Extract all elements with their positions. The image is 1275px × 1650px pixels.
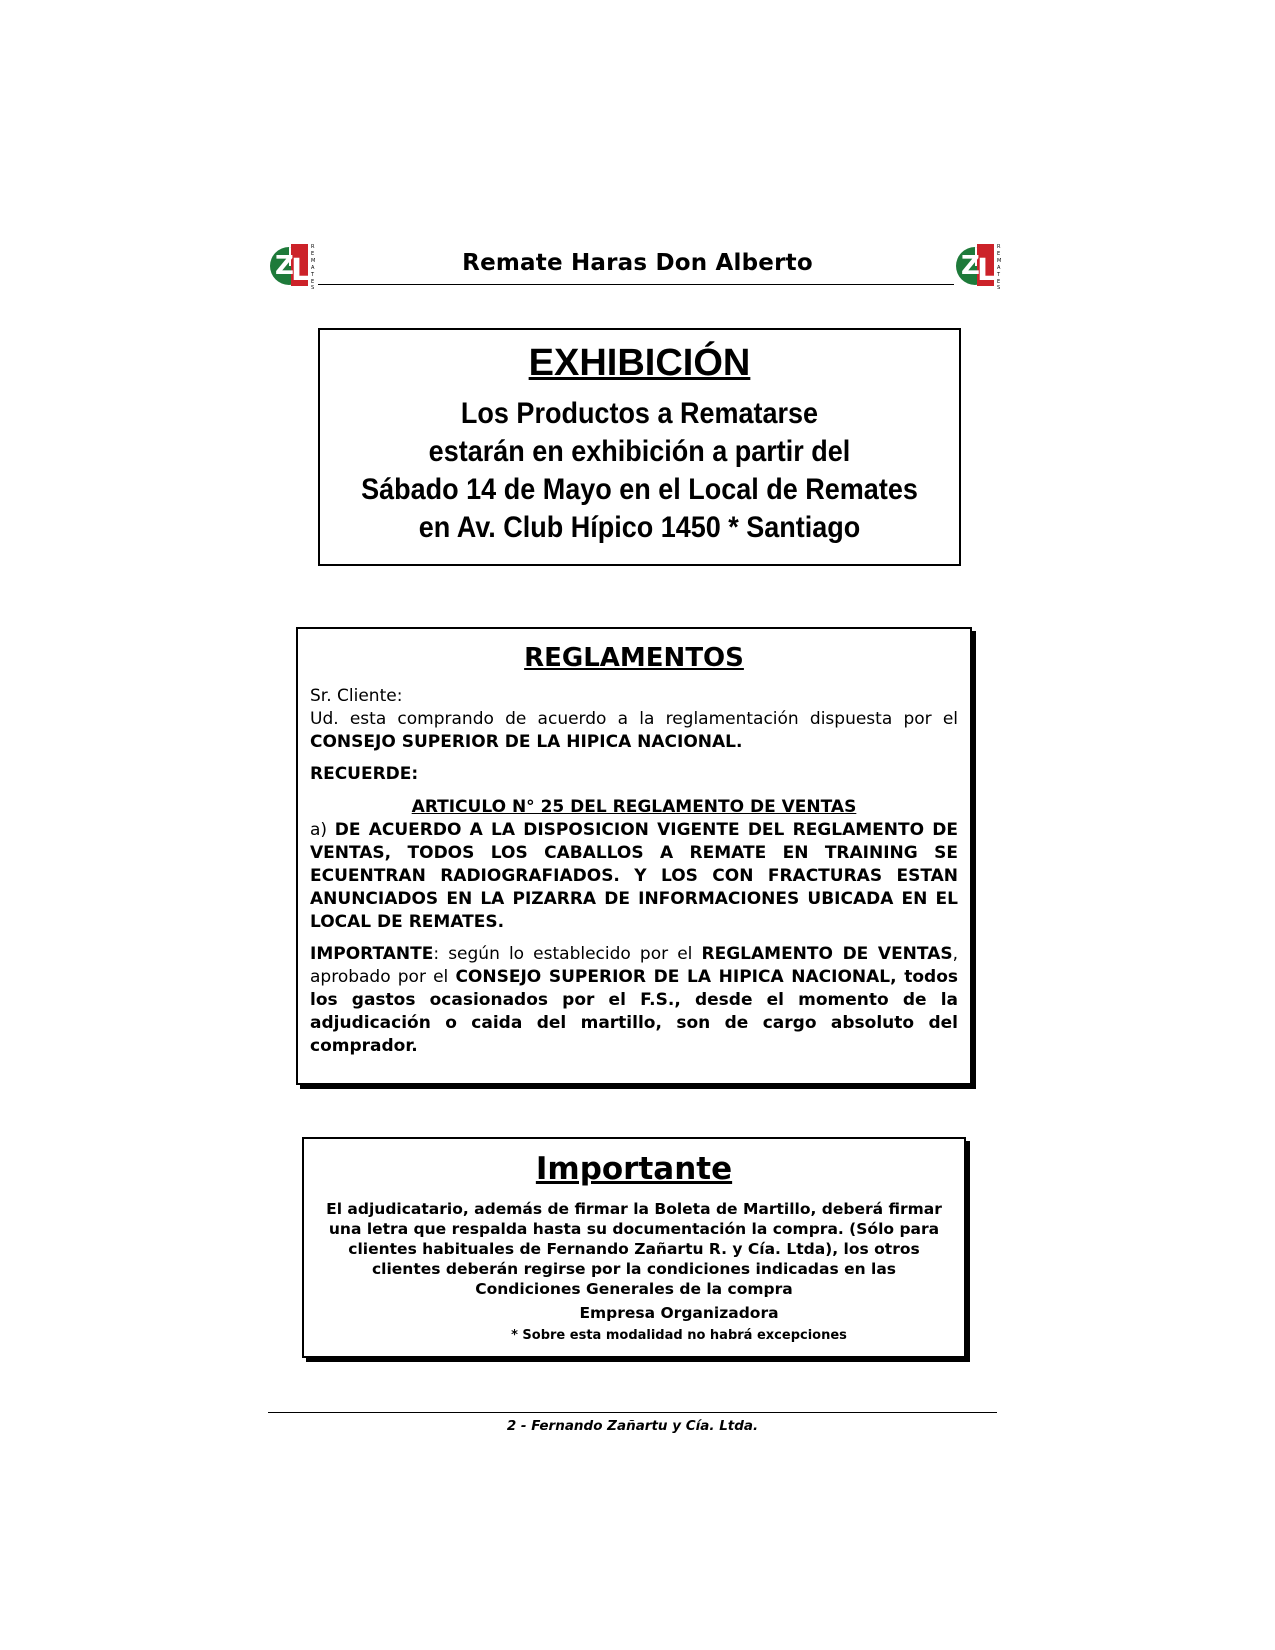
intro-paragraph xyxy=(310,708,958,754)
svg-text:E: E xyxy=(311,279,315,285)
svg-text:L: L xyxy=(291,253,311,288)
svg-text:T: T xyxy=(311,272,315,278)
salutation: Sr. Cliente: xyxy=(310,686,403,706)
svg-text:M: M xyxy=(311,258,316,264)
importante-text1: : según lo establecido por el xyxy=(433,944,693,964)
company-logo-right xyxy=(955,240,1005,290)
header-divider xyxy=(318,284,954,285)
svg-text:R: R xyxy=(997,244,1001,250)
svg-text:T: T xyxy=(997,272,1001,278)
svg-text:S: S xyxy=(997,285,1001,290)
intro-text: Ud. esta comprando de acuerdo a la reglamentación dispuesta por el xyxy=(310,709,958,729)
exhibicion-title: EXHIBICIÓN xyxy=(528,342,751,384)
articulo-prefix: a) xyxy=(310,820,328,840)
articulo-paragraph xyxy=(310,819,958,934)
svg-text:A: A xyxy=(311,265,315,271)
importante-text2: , aprobado por el xyxy=(310,944,958,987)
importante-text: El adjudicatario, además de firmar la Boleta de Martillo, deberá firmar una letra que respalda hasta su documentación la compra. (Sólo para clientes habituales de Fernando Zañartu R. y Cía. Ltda), los otros clientes deberán regirse por la condiciones indicadas en las Condiciones Generales de la compra xyxy=(326,1200,942,1298)
exception-note: * Sobre esta modalidad no habrá excepciones xyxy=(511,1328,847,1343)
svg-text:S: S xyxy=(311,285,315,290)
organizer-label: Empresa Organizadora xyxy=(579,1304,779,1322)
footer-divider xyxy=(268,1412,997,1413)
exhibicion-line: Los Productos a Rematarse xyxy=(460,397,819,430)
reglamentos-box xyxy=(296,627,972,1085)
reglamentos-title: REGLAMENTOS xyxy=(524,643,744,673)
header-title: Remate Haras Don Alberto xyxy=(462,250,813,276)
exhibicion-box xyxy=(318,328,961,566)
svg-text:Z: Z xyxy=(275,251,294,281)
recuerde-label: RECUERDE: xyxy=(310,764,419,784)
importante-box xyxy=(302,1137,966,1358)
articulo-title: ARTICULO N° 25 DEL REGLAMENTO DE VENTAS xyxy=(411,797,857,817)
articulo-text: DE ACUERDO A LA DISPOSICION VIGENTE DEL REGLAMENTO DE VENTAS, TODOS LOS CABALLOS A REMATE EN TRAINING SE ECUENTRAN RADIOGRAFIADOS. Y LOS CON FRACTURAS ESTAN ANUNCIADOS EN LA PIZARRA DE INFORMACIONES UBICADA EN EL LOCAL DE REMATES. xyxy=(310,820,959,932)
svg-text:L: L xyxy=(977,253,997,288)
svg-text:M: M xyxy=(997,258,1002,264)
svg-text:E: E xyxy=(997,279,1001,285)
company-logo-left xyxy=(269,240,319,290)
exhibicion-line: Sábado 14 de Mayo en el Local de Remates xyxy=(361,473,918,506)
svg-text:Z: Z xyxy=(961,251,980,281)
importante-bold1: REGLAMENTO DE VENTAS xyxy=(701,944,953,964)
svg-text:A: A xyxy=(997,265,1001,271)
importante-paragraph xyxy=(310,943,958,1058)
importante-title: Importante xyxy=(535,1151,733,1187)
importante-bold2: CONSEJO SUPERIOR DE LA HIPICA NACIONAL, todos los gastos ocasionados por el F.S., desde el momento de la adjudicación o caida del martillo, son de cargo absoluto del comprador. xyxy=(310,967,959,1056)
intro-bold: CONSEJO SUPERIOR DE LA HIPICA NACIONAL. xyxy=(310,732,743,752)
exhibicion-line: estarán en exhibición a partir del xyxy=(428,435,851,468)
svg-text:E: E xyxy=(311,251,315,257)
footer-text: 2 - Fernando Zañartu y Cía. Ltda. xyxy=(506,1418,759,1434)
exhibicion-line: en Av. Club Hípico 1450 * Santiago xyxy=(418,511,861,544)
svg-text:R: R xyxy=(311,244,315,250)
importante-label: IMPORTANTE xyxy=(310,944,434,964)
svg-text:E: E xyxy=(997,251,1001,257)
